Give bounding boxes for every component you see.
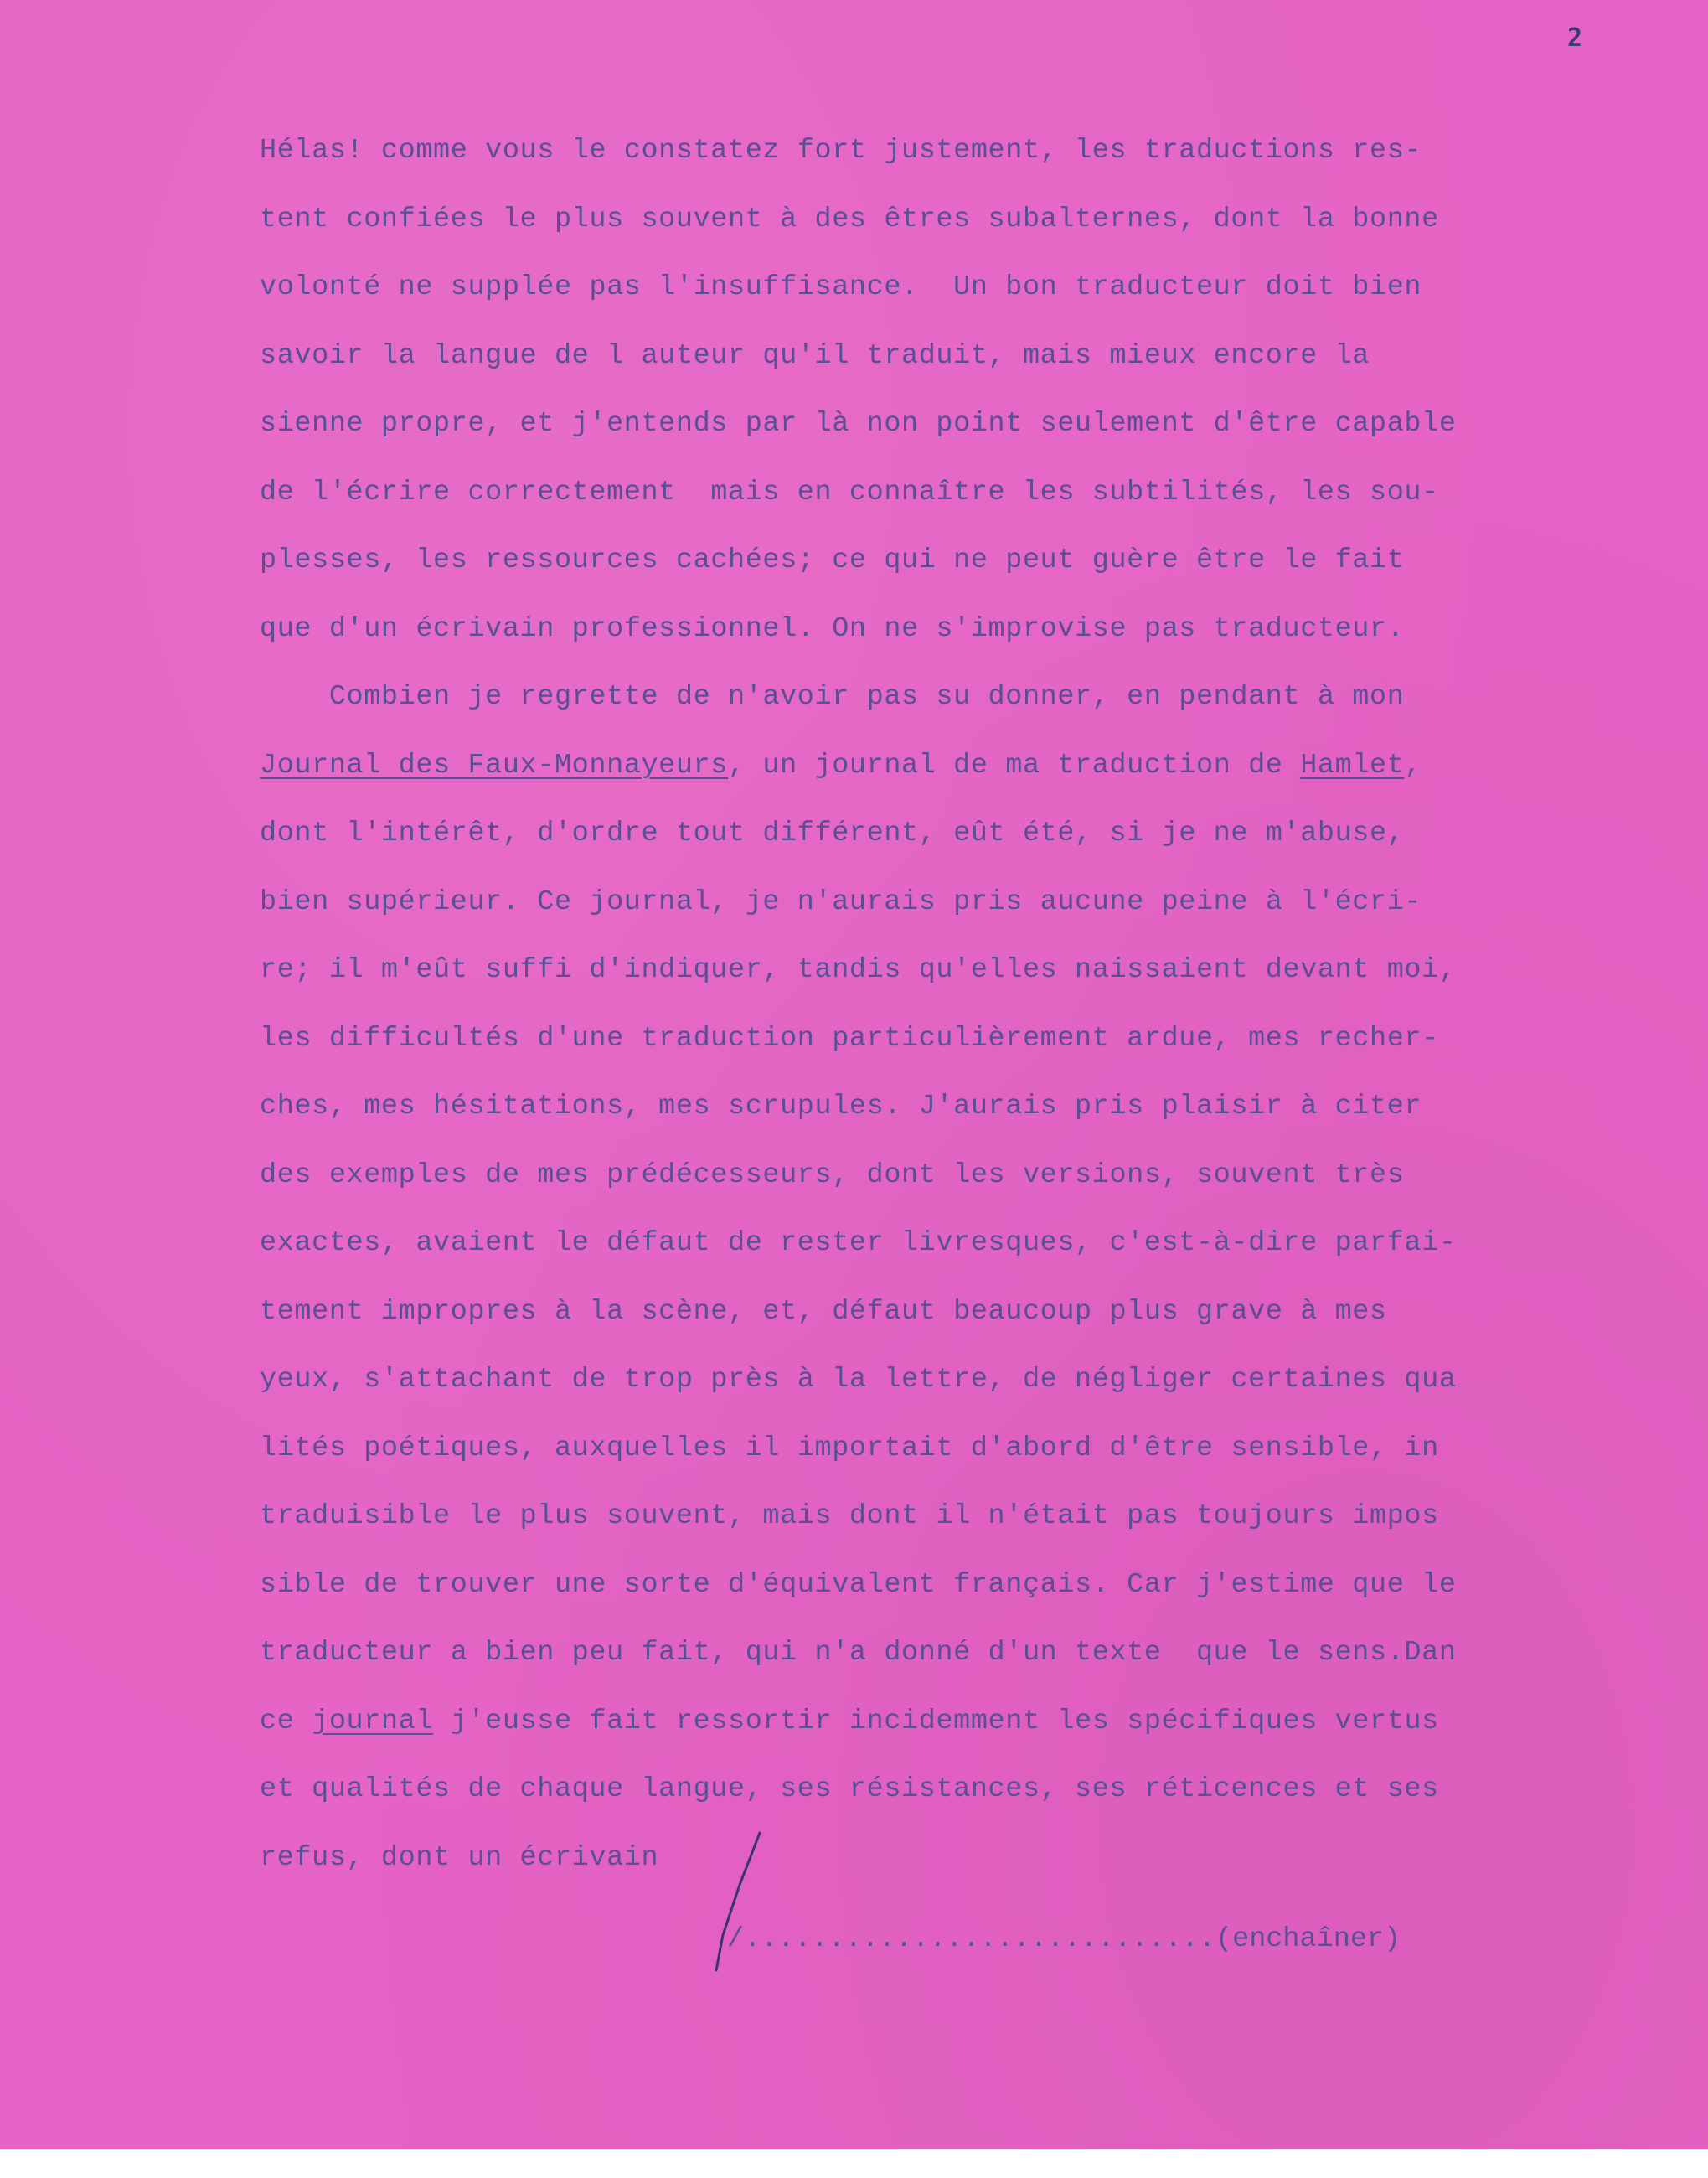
text-line <box>260 1756 1621 1824</box>
text-segment: ce <box>260 1705 312 1737</box>
text-line <box>260 117 1621 186</box>
text-line <box>260 596 1621 664</box>
text-segment: plesses, les ressources cachées; ce qui ne peut guère être le fait <box>260 544 1405 576</box>
text-segment: sienne propre, et j'entends par là non point seulement d'être capable <box>260 408 1457 440</box>
text-segment: tement impropres à la scène, et, défaut beaucoup plus grave à mes <box>260 1295 1387 1328</box>
text-segment: de l'écrire correctement mais en connaître les subtilités, les sou- <box>260 476 1439 508</box>
text-segment: re; il m'eût suffi d'indiquer, tandis qu'elles naissaient devant moi, <box>260 954 1457 986</box>
text-segment: dont l'intérêt, d'ordre tout différent, eût été, si je ne m'abuse, <box>260 818 1405 849</box>
text-segment: exactes, avaient le défaut de rester livresques, c'est-à-dire parfai- <box>260 1227 1457 1259</box>
text-segment: traduisible le plus souvent, mais dont il n'était pas toujours impos <box>260 1500 1439 1532</box>
text-line <box>260 1619 1621 1688</box>
text-segment: que d'un écrivain professionnel. On ne s'improvise pas traducteur. <box>260 612 1405 645</box>
text-line <box>260 1278 1621 1347</box>
text-segment: lités poétiques, auxquelles il importait d'abord d'être sensible, in <box>260 1432 1439 1464</box>
typed-text-body <box>260 117 1621 1892</box>
text-line <box>260 663 1621 732</box>
text-line <box>260 869 1621 937</box>
text-segment: , un journal de ma traduction de <box>728 749 1301 782</box>
text-segment: j'eusse fait ressortir incidemment les spécifiques vertus <box>433 1705 1439 1737</box>
text-line <box>260 1346 1621 1415</box>
text-line <box>260 1005 1621 1074</box>
text-segment: sible de trouver une sorte d'équivalent français. Car j'estime que le <box>260 1568 1457 1601</box>
underlined-title: Journal des Faux-Monnayeurs <box>260 749 728 782</box>
text-line <box>260 800 1621 869</box>
text-segment: savoir la langue de l auteur qu'il traduit, mais mieux encore la <box>260 339 1370 372</box>
text-line <box>260 732 1621 801</box>
page-number: 2 <box>1566 23 1582 53</box>
text-segment: des exemples de mes prédécesseurs, dont les versions, souvent très <box>260 1159 1405 1191</box>
text-segment: et qualités de chaque langue, ses résistances, ses réticences et ses <box>260 1773 1439 1805</box>
text-segment: ches, mes hésitations, mes scrupules. J'aurais pris plaisir à citer <box>260 1091 1422 1123</box>
text-line <box>260 323 1621 391</box>
underlined-title: journal <box>312 1705 434 1737</box>
text-line <box>260 527 1621 596</box>
text-line <box>260 390 1621 459</box>
text-line <box>260 1142 1621 1210</box>
underlined-title: Hamlet <box>1300 749 1405 782</box>
text-segment: Hélas! comme vous le constatez fort justement, les traductions res- <box>260 135 1422 167</box>
text-line <box>260 1551 1621 1620</box>
text-line <box>260 1073 1621 1142</box>
text-line <box>260 459 1621 528</box>
text-segment: bien supérieur. Ce journal, je n'aurais pris aucune peine à l'écri- <box>260 885 1422 918</box>
text-line <box>260 937 1621 1005</box>
text-line <box>260 254 1621 323</box>
text-line <box>260 1483 1621 1551</box>
text-segment: refus, dont un écrivain <box>260 1841 659 1874</box>
text-segment: volonté ne supplée pas l'insuffisance. Un bon traducteur doit bien <box>260 271 1422 303</box>
text-segment: yeux, s'attachant de trop près à la lettre, de négliger certaines qua <box>260 1364 1457 1396</box>
text-line <box>260 1688 1621 1757</box>
text-segment: Combien je regrette de n'avoir pas su donner, en pendant à mon <box>260 681 1405 713</box>
text-segment: tent confiées le plus souvent à des êtres subalternes, dont la bonne <box>260 203 1439 235</box>
continuation-note: /............................(enchaîner) <box>727 1923 1401 1955</box>
text-line <box>260 1210 1621 1278</box>
text-line <box>260 1824 1621 1893</box>
text-line <box>260 186 1621 255</box>
text-segment: traducteur a bien peu fait, qui n'a donné d'un texte que le sens.Dan <box>260 1637 1457 1669</box>
text-segment: , <box>1404 749 1422 782</box>
text-line <box>260 1415 1621 1484</box>
text-segment: les difficultés d'une traduction particulièrement ardue, mes recher- <box>260 1022 1439 1055</box>
